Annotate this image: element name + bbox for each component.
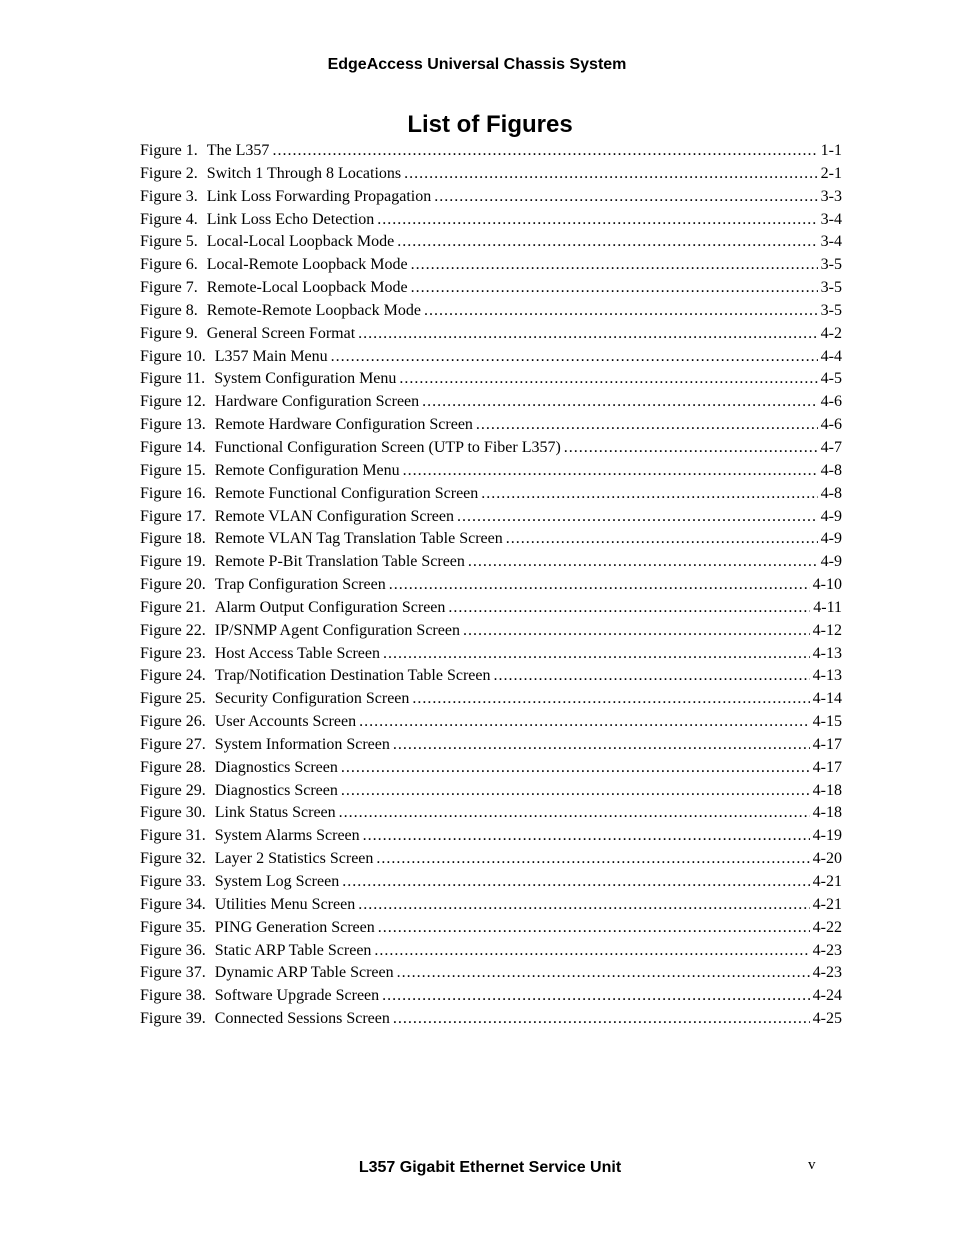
figure-number: Figure 3.: [140, 187, 198, 205]
figure-entry[interactable]: [140, 940, 842, 963]
dot-leader: [411, 254, 818, 277]
figure-entry-label: [140, 277, 408, 300]
figure-number: Figure 2.: [140, 164, 198, 182]
figure-entry[interactable]: [140, 140, 842, 163]
dot-leader: [376, 848, 809, 871]
figure-entry[interactable]: [140, 802, 842, 825]
figure-number: Figure 14.: [140, 438, 206, 456]
figure-entry[interactable]: [140, 391, 842, 414]
figure-entry-label: [140, 483, 478, 506]
running-footer: L357 Gigabit Ethernet Service Unit: [358, 1159, 622, 1176]
figure-caption: PING Generation Screen: [214, 918, 375, 936]
figure-entry[interactable]: [140, 711, 842, 734]
figure-number: Figure 25.: [140, 690, 206, 708]
figure-entry-label: [140, 209, 374, 232]
figure-page-number: 4-7: [820, 438, 842, 456]
figure-number: Figure 1.: [140, 142, 198, 159]
figure-page-number: 4-5: [820, 370, 842, 388]
figure-caption: Hardware Configuration Screen: [214, 393, 420, 411]
figure-entry[interactable]: [140, 894, 842, 917]
figure-page-number: 3-4: [820, 233, 842, 251]
figure-number: Figure 24.: [140, 667, 206, 685]
figure-entry[interactable]: [140, 871, 842, 894]
figure-entry[interactable]: [140, 506, 842, 529]
figure-entry-label: [140, 231, 394, 254]
figure-entry[interactable]: [140, 209, 842, 232]
figure-entry[interactable]: [140, 688, 842, 711]
running-header: EdgeAccess Universal Chassis System: [327, 56, 627, 73]
figure-page-number: 4-12: [812, 621, 842, 639]
figure-caption: Link Loss Echo Detection: [206, 210, 375, 228]
figure-number: Figure 6.: [140, 256, 198, 274]
figure-number: Figure 35.: [140, 918, 206, 936]
figure-page-number: 2-1: [820, 164, 842, 182]
figure-number: Figure 31.: [140, 827, 206, 845]
dot-leader: [481, 483, 817, 506]
figure-entry-label: [140, 346, 328, 369]
figure-page-number: 4-23: [812, 964, 842, 982]
figure-entry[interactable]: [140, 460, 842, 483]
figure-entry-label: [140, 871, 339, 894]
figure-caption: Security Configuration Screen: [214, 690, 410, 708]
dot-leader: [422, 391, 818, 414]
figure-entry[interactable]: [140, 620, 842, 643]
dot-leader: [564, 437, 818, 460]
dot-leader: [468, 551, 818, 574]
figure-page-number: 4-2: [820, 324, 842, 342]
dot-leader: [331, 346, 818, 369]
figure-entry-label: [140, 460, 400, 483]
figure-entry[interactable]: [140, 985, 842, 1008]
figure-caption: Remote P-Bit Translation Table Screen: [214, 553, 465, 571]
figure-caption: User Accounts Screen: [214, 713, 357, 731]
figure-entry-label: [140, 163, 401, 186]
figure-caption: Link Status Screen: [214, 804, 336, 822]
figure-number: Figure 7.: [140, 279, 198, 297]
figure-entry[interactable]: [140, 186, 842, 209]
figure-entry[interactable]: [140, 643, 842, 666]
figure-page-number: 4-22: [812, 918, 842, 936]
dot-leader: [382, 985, 810, 1008]
figure-page-number: 4-11: [813, 598, 842, 616]
dot-leader: [339, 802, 810, 825]
figure-page-number: 3-3: [820, 187, 842, 205]
figure-entry[interactable]: [140, 323, 842, 346]
figure-entry-label: [140, 643, 380, 666]
figure-number: Figure 22.: [140, 621, 206, 639]
figure-number: Figure 38.: [140, 987, 206, 1005]
dot-leader: [434, 186, 817, 209]
figure-number: Figure 15.: [140, 461, 206, 479]
dot-leader: [272, 140, 817, 163]
figure-entry[interactable]: [140, 300, 842, 323]
figure-entry-label: [140, 1008, 390, 1031]
figure-page-number: 1-1: [820, 142, 842, 159]
figure-entry-label: [140, 848, 373, 871]
dot-leader: [359, 711, 810, 734]
figure-entry[interactable]: [140, 757, 842, 780]
figure-caption: System Alarms Screen: [214, 827, 360, 845]
figure-number: Figure 12.: [140, 393, 206, 411]
dot-leader: [393, 734, 810, 757]
figure-page-number: 4-15: [812, 713, 842, 731]
figure-caption: Remote Configuration Menu: [214, 461, 400, 479]
dot-leader: [424, 300, 818, 323]
dot-leader: [463, 620, 810, 643]
figure-number: Figure 27.: [140, 735, 206, 753]
figure-caption: Software Upgrade Screen: [214, 987, 380, 1005]
figure-entry-label: [140, 437, 561, 460]
figure-number: Figure 33.: [140, 873, 206, 890]
figure-entry-label: [140, 528, 503, 551]
figure-entry-label: [140, 597, 445, 620]
figure-number: Figure 39.: [140, 1010, 206, 1028]
figure-caption: System Information Screen: [214, 735, 390, 753]
figure-page-number: 4-10: [812, 576, 842, 594]
figure-entry[interactable]: [140, 1008, 842, 1031]
dot-leader: [341, 757, 810, 780]
figure-caption: Static ARP Table Screen: [214, 941, 372, 959]
dot-leader: [506, 528, 818, 551]
figure-caption: IP/SNMP Agent Configuration Screen: [214, 621, 460, 639]
figure-page-number: 3-5: [820, 256, 842, 274]
figure-number: Figure 18.: [140, 530, 206, 548]
figure-page-number: 4-21: [812, 895, 842, 913]
figure-entry[interactable]: [140, 528, 842, 551]
figure-caption: L357 Main Menu: [214, 347, 328, 365]
figure-page-number: 4-17: [812, 758, 842, 776]
figure-entry-label: [140, 574, 386, 597]
figure-page-number: 3-4: [820, 210, 842, 228]
figure-page-number: 4-24: [812, 987, 842, 1005]
figure-entry[interactable]: [140, 437, 842, 460]
figure-caption: The L357: [206, 142, 270, 159]
figure-entry[interactable]: [140, 665, 842, 688]
figure-entry-label: [140, 254, 408, 277]
figure-caption: Diagnostics Screen: [214, 781, 338, 799]
figure-entry[interactable]: [140, 414, 842, 437]
figure-entry-label: [140, 368, 396, 391]
figure-entry-label: [140, 780, 338, 803]
figure-entry-label: [140, 300, 421, 323]
figure-entry-label: [140, 825, 360, 848]
figure-caption: Utilities Menu Screen: [214, 895, 356, 913]
dot-leader: [494, 665, 810, 688]
figure-number: Figure 34.: [140, 895, 206, 913]
figure-caption: Local-Remote Loopback Mode: [206, 256, 408, 274]
dot-leader: [374, 940, 809, 963]
dot-leader: [411, 277, 818, 300]
figure-number: Figure 16.: [140, 484, 206, 502]
figure-page-number: 4-6: [820, 393, 842, 411]
figure-number: Figure 19.: [140, 553, 206, 571]
figure-page-number: 4-18: [812, 781, 842, 799]
figure-page-number: 4-8: [820, 461, 842, 479]
dot-leader: [403, 460, 818, 483]
figure-entry-label: [140, 391, 419, 414]
figure-number: Figure 20.: [140, 576, 206, 594]
figure-entry-label: [140, 506, 454, 529]
figure-caption: Trap/Notification Destination Table Screen: [214, 667, 491, 685]
dot-leader: [389, 574, 810, 597]
figure-page-number: 4-13: [812, 644, 842, 662]
dot-leader: [397, 962, 810, 985]
figure-entry-label: [140, 917, 375, 940]
figure-number: Figure 4.: [140, 210, 198, 228]
figure-number: Figure 30.: [140, 804, 206, 822]
figure-number: Figure 11.: [140, 370, 206, 388]
figure-entry[interactable]: [140, 962, 842, 985]
figure-number: Figure 17.: [140, 507, 206, 525]
figure-number: Figure 10.: [140, 347, 206, 365]
figure-page-number: 4-21: [812, 873, 842, 890]
figure-page-number: 4-8: [820, 484, 842, 502]
figure-entry[interactable]: [140, 734, 842, 757]
figure-caption: Remote VLAN Configuration Screen: [214, 507, 454, 525]
dot-leader: [383, 643, 810, 666]
figure-entry[interactable]: [140, 917, 842, 940]
figure-caption: Alarm Output Configuration Screen: [214, 598, 446, 616]
figure-entry-label: [140, 620, 460, 643]
figure-entry[interactable]: [140, 780, 842, 803]
figure-entry-label: [140, 985, 379, 1008]
figure-caption: Functional Configuration Screen (UTP to Fiber L357): [214, 438, 561, 456]
figure-entry-label: [140, 940, 371, 963]
figure-page-number: 4-9: [820, 507, 842, 525]
dot-leader: [363, 825, 810, 848]
figure-number: Figure 23.: [140, 644, 206, 662]
figure-page-number: 4-13: [812, 667, 842, 685]
figure-caption: System Configuration Menu: [214, 370, 397, 388]
figure-entry[interactable]: [140, 597, 842, 620]
figure-caption: Local-Local Loopback Mode: [206, 233, 395, 251]
figure-entry[interactable]: [140, 848, 842, 871]
figure-entry-label: [140, 711, 356, 734]
figure-caption: Dynamic ARP Table Screen: [214, 964, 394, 982]
figure-entry-label: [140, 140, 269, 163]
figure-entry-label: [140, 665, 491, 688]
figure-entry-label: [140, 688, 409, 711]
figure-entry-label: [140, 962, 394, 985]
figure-entry[interactable]: [140, 825, 842, 848]
figure-caption: Link Loss Forwarding Propagation: [206, 187, 432, 205]
figure-page-number: 4-25: [812, 1010, 842, 1028]
figure-caption: Remote VLAN Tag Translation Table Screen: [214, 530, 503, 548]
dot-leader: [393, 1008, 810, 1031]
figure-page-number: 4-9: [820, 553, 842, 571]
figure-entry-label: [140, 894, 355, 917]
page-title: List of Figures: [407, 111, 573, 138]
dot-leader: [412, 688, 809, 711]
figure-page-number: 4-14: [812, 690, 842, 708]
dot-leader: [476, 414, 818, 437]
dot-leader: [342, 871, 809, 894]
figure-number: Figure 36.: [140, 941, 206, 959]
list-of-figures: [140, 140, 842, 1031]
figure-number: Figure 5.: [140, 233, 198, 251]
figure-page-number: 4-4: [820, 347, 842, 365]
figure-page-number: 4-17: [812, 735, 842, 753]
figure-page-number: 4-6: [820, 416, 842, 434]
figure-entry-label: [140, 551, 465, 574]
dot-leader: [378, 917, 810, 940]
figure-number: Figure 9.: [140, 324, 198, 342]
figure-number: Figure 37.: [140, 964, 206, 982]
figure-number: Figure 8.: [140, 301, 198, 319]
figure-entry-label: [140, 802, 336, 825]
figure-page-number: 4-18: [812, 804, 842, 822]
dot-leader: [404, 163, 818, 186]
figure-caption: General Screen Format: [206, 324, 356, 342]
figure-caption: Remote Functional Configuration Screen: [214, 484, 479, 502]
figure-number: Figure 21.: [140, 598, 206, 616]
figure-page-number: 4-9: [820, 530, 842, 548]
figure-entry-label: [140, 323, 355, 346]
figure-page-number: 3-5: [820, 301, 842, 319]
figure-number: Figure 29.: [140, 781, 206, 799]
figure-page-number: 4-23: [812, 941, 842, 959]
figure-caption: Trap Configuration Screen: [214, 576, 386, 594]
figure-entry[interactable]: [140, 346, 842, 369]
figure-number: Figure 28.: [140, 758, 206, 776]
figure-entry[interactable]: [140, 254, 842, 277]
figure-entry[interactable]: [140, 163, 842, 186]
figure-entry[interactable]: [140, 483, 842, 506]
figure-caption: Host Access Table Screen: [214, 644, 380, 662]
figure-entry[interactable]: [140, 574, 842, 597]
dot-leader: [448, 597, 810, 620]
figure-page-number: 3-5: [820, 279, 842, 297]
figure-entry[interactable]: [140, 231, 842, 254]
figure-caption: Layer 2 Statistics Screen: [214, 850, 374, 868]
figure-caption: System Log Screen: [214, 873, 340, 890]
page-number: v: [808, 1157, 816, 1173]
figure-entry-label: [140, 757, 338, 780]
dot-leader: [358, 323, 818, 346]
figure-caption: Remote-Remote Loopback Mode: [206, 301, 421, 319]
figure-page-number: 4-20: [812, 850, 842, 868]
figure-entry-label: [140, 186, 431, 209]
figure-caption: Remote-Local Loopback Mode: [206, 279, 408, 297]
figure-caption: Diagnostics Screen: [214, 758, 338, 776]
figure-number: Figure 26.: [140, 713, 206, 731]
dot-leader: [341, 780, 810, 803]
dot-leader: [377, 209, 817, 232]
figure-number: Figure 32.: [140, 850, 206, 868]
dot-leader: [399, 368, 817, 391]
figure-entry[interactable]: [140, 551, 842, 574]
figure-caption: Remote Hardware Configuration Screen: [214, 416, 473, 434]
figure-entry[interactable]: [140, 368, 842, 391]
figure-entry-label: [140, 734, 390, 757]
dot-leader: [397, 231, 817, 254]
dot-leader: [457, 506, 818, 529]
figure-caption: Connected Sessions Screen: [214, 1010, 390, 1028]
figure-caption: Switch 1 Through 8 Locations: [206, 164, 402, 182]
figure-number: Figure 13.: [140, 416, 206, 434]
figure-page-number: 4-19: [812, 827, 842, 845]
dot-leader: [358, 894, 809, 917]
figure-entry[interactable]: [140, 277, 842, 300]
figure-entry-label: [140, 414, 473, 437]
